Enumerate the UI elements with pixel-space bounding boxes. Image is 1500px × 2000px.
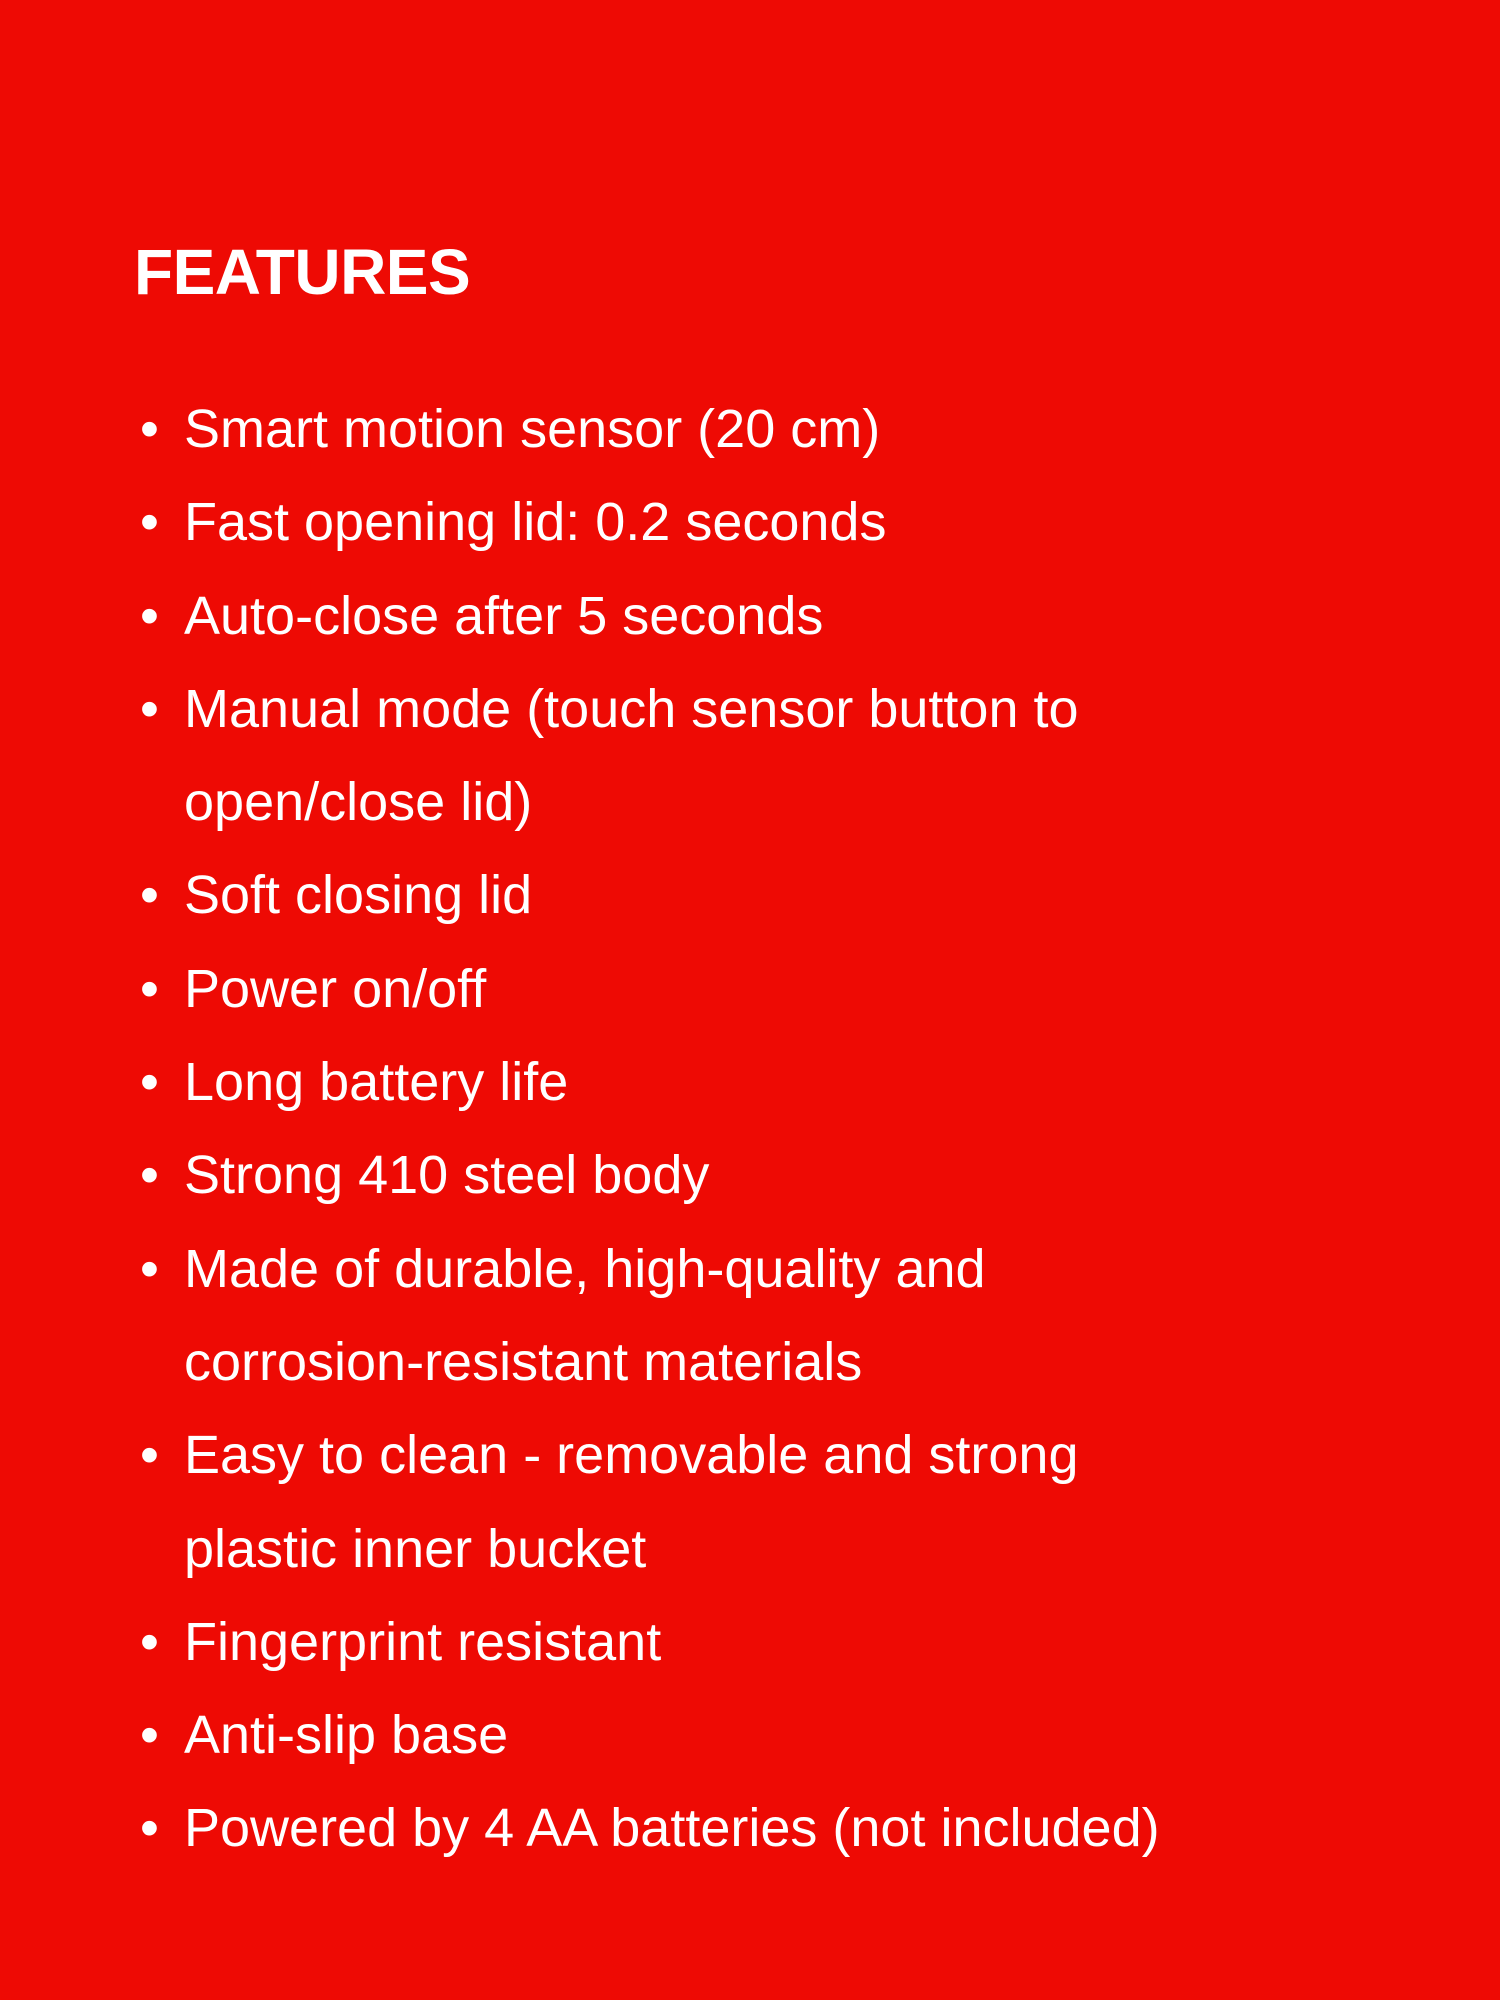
feature-list (140, 383, 1420, 1876)
feature-text-line: Made of durable, high-quality and (184, 1238, 986, 1299)
feature-item (140, 1223, 1420, 1410)
feature-item (140, 1129, 1420, 1222)
feature-text-line: plastic inner bucket (184, 1518, 647, 1579)
bullet-icon: • (140, 492, 159, 553)
bullet-icon: • (140, 1798, 159, 1859)
feature-item (140, 1036, 1420, 1129)
feature-text-line: Auto-close after 5 seconds (184, 585, 824, 646)
bullet-icon: • (140, 678, 159, 739)
feature-text-line: Smart motion sensor (20 cm) (184, 399, 881, 459)
feature-text-line: Anti-slip base (184, 1705, 509, 1766)
feature-item (140, 943, 1420, 1036)
feature-text-line: Soft closing lid (184, 865, 533, 926)
feature-item (140, 1596, 1420, 1689)
feature-text-line: open/close lid) (184, 772, 533, 833)
bullet-icon: • (140, 1145, 159, 1206)
feature-text-line: Long battery life (184, 1052, 569, 1113)
feature-item (140, 476, 1420, 569)
feature-text-line: Fingerprint resistant (184, 1611, 662, 1672)
bullet-icon: • (140, 399, 159, 459)
feature-item (140, 1409, 1420, 1596)
bullet-icon: • (140, 585, 159, 646)
feature-item (140, 570, 1420, 663)
bullet-icon: • (140, 1425, 159, 1486)
feature-text-line: Fast opening lid: 0.2 seconds (184, 492, 887, 553)
feature-item (140, 849, 1420, 942)
feature-text-line: Powered by 4 AA batteries (not included) (184, 1798, 1160, 1859)
feature-item (140, 663, 1420, 850)
bullet-icon: • (140, 865, 159, 926)
feature-text-line: Strong 410 steel body (184, 1145, 710, 1206)
bullet-icon: • (140, 1611, 159, 1672)
feature-text-line: Manual mode (touch sensor button to (184, 678, 1079, 739)
bullet-icon: • (140, 1238, 159, 1299)
bullet-icon: • (140, 958, 159, 1019)
feature-text-line: Easy to clean - removable and strong (184, 1425, 1079, 1486)
features-heading: FEATURES (134, 236, 471, 308)
feature-item (140, 1782, 1420, 1875)
bullet-icon: • (140, 1052, 159, 1113)
feature-item (140, 1689, 1420, 1782)
bullet-icon: • (140, 1705, 159, 1766)
feature-item (140, 383, 1420, 476)
feature-text-line: Power on/off (184, 958, 487, 1019)
feature-text-line: corrosion-resistant materials (184, 1331, 863, 1392)
